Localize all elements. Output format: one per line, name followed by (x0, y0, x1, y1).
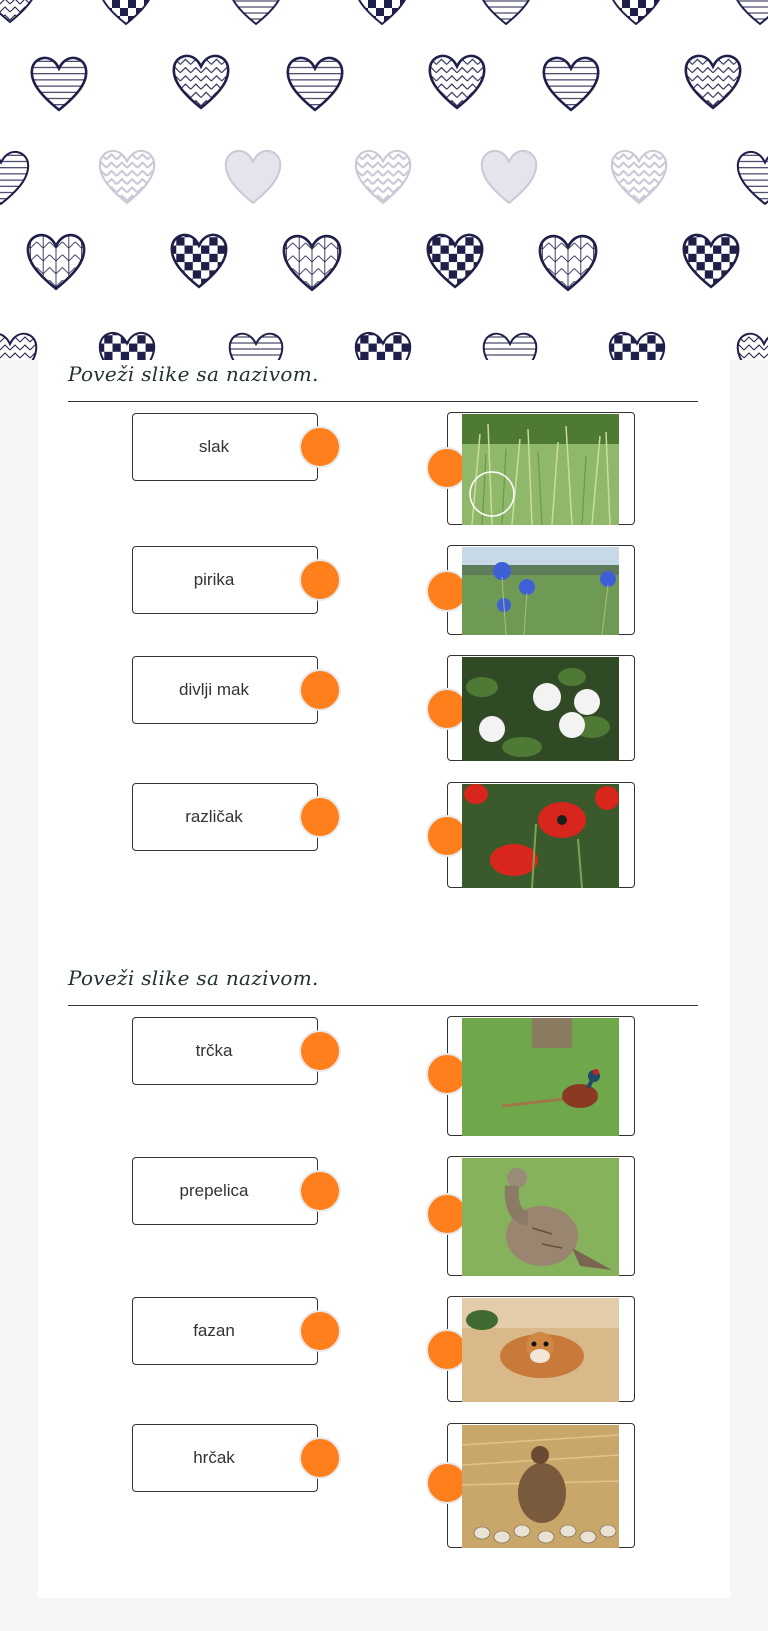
grass-photo-icon (462, 414, 619, 525)
word-label: slak (198, 437, 230, 456)
image-card-quail[interactable] (447, 1423, 635, 1548)
word-card-hrcak[interactable] (132, 1424, 318, 1492)
image-card-grass[interactable] (447, 412, 635, 525)
connector-dot[interactable] (299, 1310, 341, 1352)
word-card-fazan[interactable] (132, 1297, 318, 1365)
image-card-pheasant[interactable] (447, 1016, 635, 1136)
word-label: pirika (193, 570, 235, 589)
connector-dot[interactable] (299, 1170, 341, 1212)
word-label: različak (185, 807, 243, 826)
section-title: Poveži slike sa nazivom. (68, 362, 319, 386)
pheasant-photo-icon (462, 1018, 619, 1136)
word-label: trčka (195, 1041, 233, 1060)
word-label: divlji mak (179, 680, 249, 699)
word-card-trcka[interactable] (132, 1017, 318, 1085)
header-banner (0, 0, 768, 360)
quail-photo-icon (462, 1425, 619, 1548)
word-label: hrčak (193, 1448, 235, 1467)
image-card-hamster[interactable] (447, 1296, 635, 1402)
word-card-pirika[interactable] (132, 546, 318, 614)
section-divider (68, 401, 698, 402)
connector-dot[interactable] (299, 796, 341, 838)
hamster-photo-icon (462, 1298, 619, 1402)
worksheet-card (38, 360, 730, 1598)
word-card-razlicak[interactable] (132, 783, 318, 851)
word-card-divlji-mak[interactable] (132, 656, 318, 724)
image-card-poppy[interactable] (447, 782, 635, 888)
word-card-prepelica[interactable] (132, 1157, 318, 1225)
connector-dot[interactable] (299, 559, 341, 601)
hearts-pattern-icon (0, 0, 768, 360)
bindweed-photo-icon (462, 657, 619, 761)
word-card-slak[interactable] (132, 413, 318, 481)
image-card-bindweed[interactable] (447, 655, 635, 761)
connector-dot[interactable] (299, 1030, 341, 1072)
connector-dot[interactable] (299, 426, 341, 468)
poppy-photo-icon (462, 784, 619, 888)
section-divider (68, 1005, 698, 1006)
connector-dot[interactable] (299, 1437, 341, 1479)
word-label: fazan (193, 1321, 235, 1340)
cornflower-photo-icon (462, 547, 619, 635)
partridge-photo-icon (462, 1158, 619, 1276)
image-card-partridge[interactable] (447, 1156, 635, 1276)
image-card-cornflower[interactable] (447, 545, 635, 635)
connector-dot[interactable] (299, 669, 341, 711)
section-title: Poveži slike sa nazivom. (68, 966, 319, 990)
word-label: prepelica (179, 1181, 249, 1200)
